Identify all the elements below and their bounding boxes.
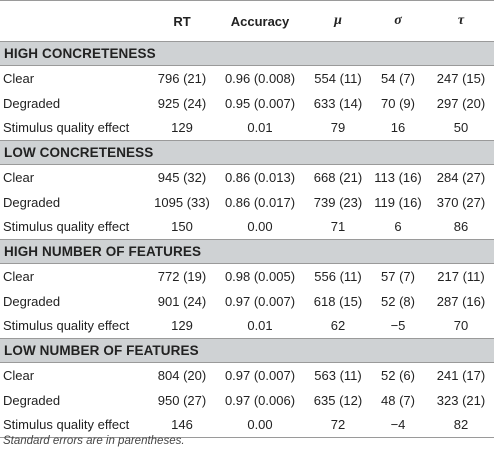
cell-rt: 796 (21) xyxy=(157,70,207,86)
cell-sigma: 6 xyxy=(394,219,402,235)
cell-rt: 146 xyxy=(152,413,212,438)
cell-mu: 554 (11) xyxy=(314,70,362,86)
cell-mu: 633 (14) xyxy=(313,95,363,111)
cell-tau: 287 (16) xyxy=(436,293,486,309)
cell-accuracy: 0.00 xyxy=(247,219,273,235)
table-row xyxy=(0,413,494,438)
cell-accuracy: 0.97 (0.007) xyxy=(224,293,296,309)
cell-sigma: 52 (6) xyxy=(381,367,415,383)
table-footnote: Standard errors are in parentheses. xyxy=(3,435,185,447)
header-cell-rt: RT xyxy=(152,1,212,42)
row-label: Clear xyxy=(3,70,35,86)
cell-rt: 901 (24) xyxy=(157,293,207,309)
cell-accuracy: 0.01 xyxy=(247,120,273,136)
header-row xyxy=(0,1,494,42)
cell-accuracy: 0.86 (0.017) xyxy=(224,194,296,210)
header-cell-mu: μ xyxy=(308,1,368,42)
header-cell-accuracy: Accuracy xyxy=(212,1,308,42)
cell-mu: 563 (11) xyxy=(314,367,362,383)
cell-tau: 86 xyxy=(453,219,469,235)
table-row xyxy=(0,66,494,91)
cell-mu: 71 xyxy=(330,219,346,235)
cell-sigma: 119 (16) xyxy=(374,194,422,210)
table-row xyxy=(0,314,494,339)
cell-mu: 72 xyxy=(308,413,368,438)
cell-tau: 217 (11) xyxy=(437,268,485,284)
cell-tau: 82 xyxy=(428,413,494,438)
section-header-row xyxy=(0,240,494,264)
table-row xyxy=(0,190,494,215)
cell-sigma: −5 xyxy=(390,318,406,334)
cell-accuracy: 0.98 (0.005) xyxy=(224,268,296,284)
cell-rt: 804 (20) xyxy=(157,367,207,383)
section-header-row xyxy=(0,42,494,66)
cell-mu: 618 (15) xyxy=(313,293,363,309)
cell-rt: 129 xyxy=(171,120,193,136)
cell-accuracy: 0.97 (0.006) xyxy=(224,392,296,408)
row-label: Clear xyxy=(3,367,35,383)
section-title: LOW CONCRETENESS xyxy=(0,141,494,165)
cell-sigma: 113 (16) xyxy=(374,169,422,185)
cell-rt: 925 (24) xyxy=(157,95,207,111)
row-label: Degraded xyxy=(3,392,61,408)
cell-tau: 247 (15) xyxy=(436,70,486,86)
cell-rt: 772 (19) xyxy=(157,268,207,284)
cell-tau: 323 (21) xyxy=(436,392,486,408)
cell-mu: 79 xyxy=(330,120,346,136)
cell-rt: 129 xyxy=(171,318,193,334)
table-row xyxy=(0,264,494,289)
table-row xyxy=(0,165,494,190)
cell-mu: 739 (23) xyxy=(313,194,363,210)
table-body xyxy=(0,42,494,438)
section-header-row xyxy=(0,339,494,363)
cell-sigma: 70 (9) xyxy=(381,95,415,111)
row-label: Degraded xyxy=(3,293,61,309)
cell-sigma: 16 xyxy=(390,120,406,136)
table-header xyxy=(0,1,494,42)
header-cell-tau: τ xyxy=(428,1,494,42)
table-row xyxy=(0,215,494,240)
table-row xyxy=(0,91,494,116)
cell-rt: 950 (27) xyxy=(157,392,207,408)
cell-rt: 945 (32) xyxy=(157,169,207,185)
cell-tau: 297 (20) xyxy=(436,95,486,111)
cell-mu: 668 (21) xyxy=(313,169,363,185)
table-row xyxy=(0,289,494,314)
cell-accuracy: 0.95 (0.007) xyxy=(224,95,296,111)
row-label: Stimulus quality effect xyxy=(0,413,152,438)
cell-sigma: 48 (7) xyxy=(381,392,415,408)
cell-tau: 50 xyxy=(453,120,469,136)
cell-accuracy: 0.97 (0.007) xyxy=(224,367,296,383)
cell-accuracy: 0.00 xyxy=(212,413,308,438)
cell-accuracy: 0.86 (0.013) xyxy=(224,169,296,185)
section-title: LOW NUMBER OF FEATURES xyxy=(0,339,494,363)
table-row xyxy=(0,388,494,413)
table-row xyxy=(0,116,494,141)
cell-tau: 241 (17) xyxy=(436,367,486,383)
cell-rt: 150 xyxy=(171,219,193,235)
section-title: HIGH NUMBER OF FEATURES xyxy=(0,240,494,264)
cell-accuracy: 0.96 (0.008) xyxy=(224,70,296,86)
cell-tau: 370 (27) xyxy=(436,194,486,210)
row-label: Clear xyxy=(3,268,35,284)
cell-sigma: 57 (7) xyxy=(381,268,415,284)
cell-mu: 62 xyxy=(330,318,346,334)
header-cell-empty xyxy=(0,1,152,42)
row-label: Stimulus quality effect xyxy=(3,219,130,235)
cell-rt: 1095 (33) xyxy=(154,194,210,210)
section-header-row xyxy=(0,141,494,165)
header-cell-sigma: σ xyxy=(368,1,428,42)
section-title: HIGH CONCRETENESS xyxy=(0,42,494,66)
row-label: Stimulus quality effect xyxy=(3,318,130,334)
row-label: Clear xyxy=(3,169,35,185)
cell-tau: 70 xyxy=(453,318,469,334)
cell-mu: 635 (12) xyxy=(313,392,363,408)
row-label: Stimulus quality effect xyxy=(3,120,130,136)
cell-tau: 284 (27) xyxy=(436,169,486,185)
cell-sigma: −4 xyxy=(368,413,428,438)
row-label: Degraded xyxy=(3,95,61,111)
table-row xyxy=(0,363,494,388)
cell-sigma: 52 (8) xyxy=(381,293,415,309)
cell-sigma: 54 (7) xyxy=(381,70,415,86)
cell-accuracy: 0.01 xyxy=(247,318,273,334)
row-label: Degraded xyxy=(3,194,61,210)
cell-mu: 556 (11) xyxy=(314,268,362,284)
